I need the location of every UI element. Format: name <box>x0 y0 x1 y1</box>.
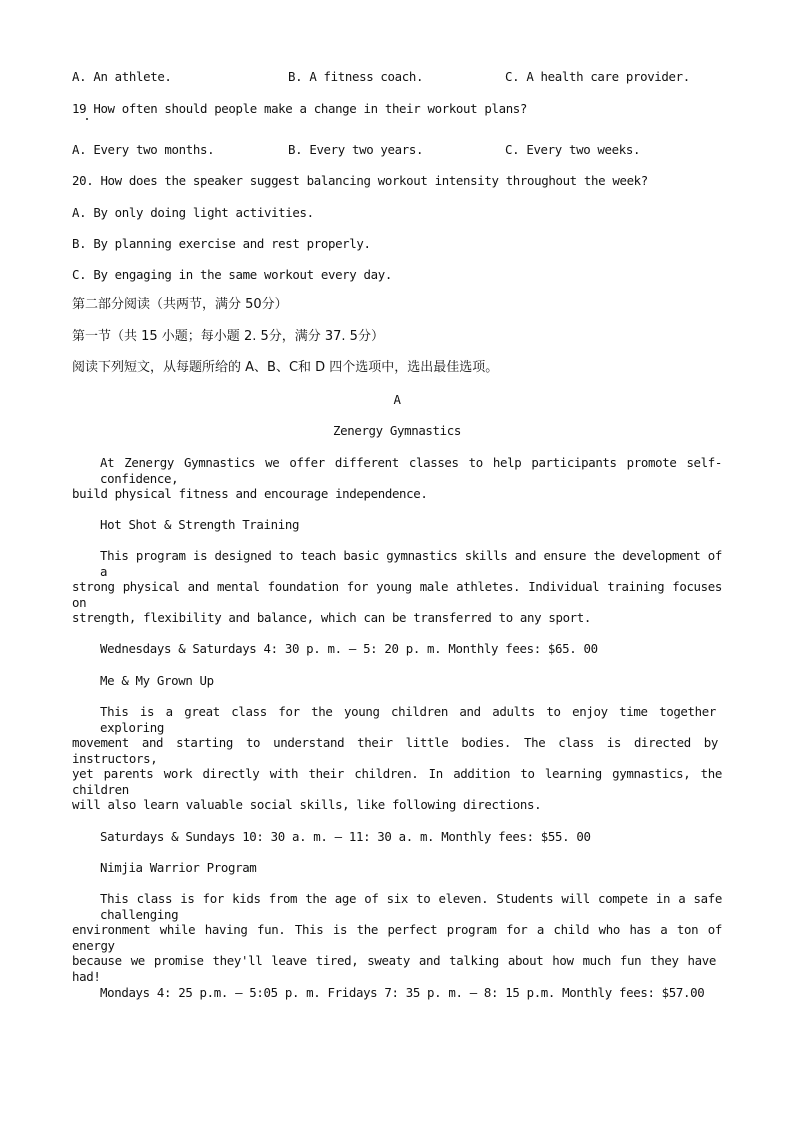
program-schedule: Wednesdays & Saturdays 4: 30 p. m. — 5: 20 p. m. Monthly fees: $65. 00 <box>100 641 598 656</box>
program-schedule: Mondays 4: 25 p.m. — 5:05 p. m. Fridays 7: 35 p. m. — 8: 15 p.m. Monthly fees: $57.00 <box>100 985 705 1000</box>
program-desc-line: strong physical and mental foundation for young male athletes. Individual training focuses on <box>72 579 722 610</box>
q20-option-c: C. By engaging in the same workout every day. <box>72 267 392 282</box>
intro-line-1: At Zenergy Gymnastics we offer different classes to help participants promote self-confidence, <box>100 455 722 486</box>
q19-option-a: A. Every two months. <box>72 142 215 157</box>
program-desc-line: strength, flexibility and balance, which can be transferred to any sport. <box>72 610 592 625</box>
q18-option-a: A. An athlete. <box>72 69 172 84</box>
program-desc-line: because we promise they'll leave tired, sweaty and talking about how much fun they have had! <box>72 953 716 984</box>
q19-question: 19 How often should people make a change in their workout plans? <box>72 101 528 116</box>
program-name: Hot Shot & Strength Training <box>100 517 300 532</box>
stray-mark <box>86 118 88 120</box>
passage-title: Zenergy Gymnastics <box>333 423 461 438</box>
q18-option-c: C. A health care provider. <box>505 69 690 84</box>
q20-question: 20. How does the speaker suggest balancing workout intensity throughout the week? <box>72 173 648 188</box>
q18-option-b: B. A fitness coach. <box>288 69 424 84</box>
program-desc-line: movement and starting to understand their little bodies. The class is directed by instructors, <box>72 735 718 766</box>
q20-option-a: A. By only doing light activities. <box>72 205 314 220</box>
q19-option-b: B. Every two years. <box>288 142 424 157</box>
program-desc-line: This is a great class for the young children and adults to enjoy time together exploring <box>100 704 716 735</box>
program-name: Nimjia Warrior Program <box>100 860 257 875</box>
q20-option-b: B. By planning exercise and rest properly. <box>72 236 371 251</box>
part-two-heading: 第二部分阅读（共两节，满分 50分） <box>72 297 288 312</box>
program-desc-line: environment while having fun. This is the perfect program for a child who has a ton of energy <box>72 922 722 953</box>
section-one-heading: 第一节（共 15 小题；每小题 2. 5分，满分 37. 5分） <box>72 329 384 344</box>
intro-line-2: build physical fitness and encourage independence. <box>72 486 428 501</box>
program-desc-line: This class is for kids from the age of six to eleven. Students will compete in a safe challenging <box>100 891 722 922</box>
program-schedule: Saturdays & Sundays 10: 30 a. m. — 11: 30 a. m. Monthly fees: $55. 00 <box>100 829 591 844</box>
q19-option-c: C. Every two weeks. <box>505 142 641 157</box>
passage-letter: A <box>393 392 401 407</box>
program-desc-line: This program is designed to teach basic gymnastics skills and ensure the development of a <box>100 548 722 579</box>
program-desc-line: will also learn valuable social skills, like following directions. <box>72 797 542 812</box>
program-name: Me & My Grown Up <box>100 673 214 688</box>
reading-instruction: 阅读下列短文，从每题所给的 A、B、C和 D 四个选项中，选出最佳选项。 <box>72 360 499 375</box>
program-desc-line: yet parents work directly with their children. In addition to learning gymnastics, the children <box>72 766 722 797</box>
